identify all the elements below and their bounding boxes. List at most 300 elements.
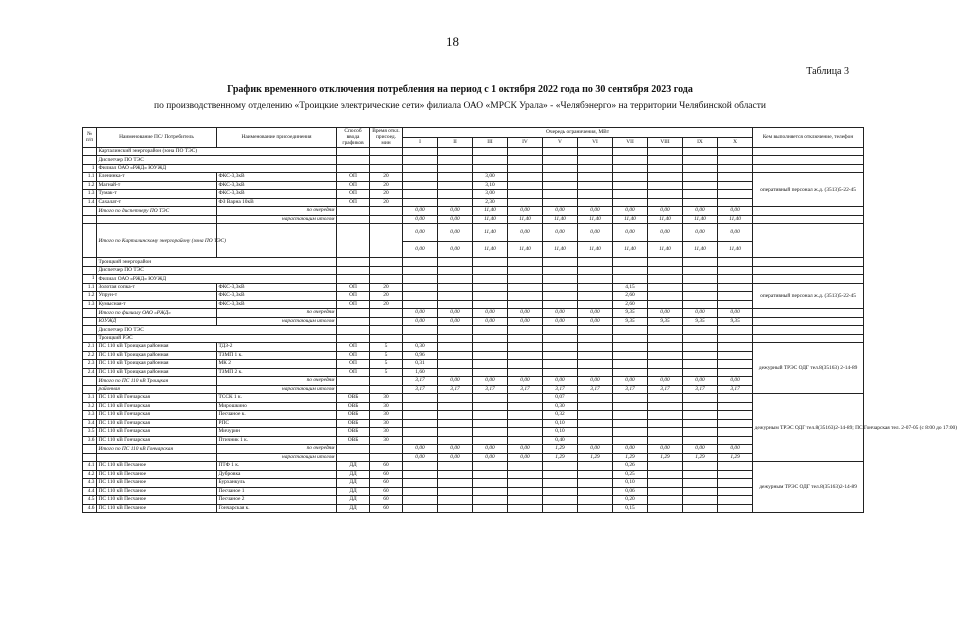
empty-cell [83, 215, 97, 224]
queue-value [543, 181, 578, 190]
queue-value [543, 496, 578, 505]
shutdown-time: 60 [370, 479, 403, 488]
total-value: 0,00 [403, 453, 438, 462]
queue-value: 3,10 [473, 181, 508, 190]
queue-value [403, 487, 438, 496]
empty-cell [508, 266, 543, 275]
header-queue-7: VII [613, 137, 648, 147]
queue-value [648, 292, 683, 301]
empty-cell [543, 156, 578, 165]
empty-cell [403, 147, 438, 156]
total-value: 0,00 [613, 207, 648, 216]
queue-value: 1,60 [403, 368, 438, 377]
queue-value [508, 198, 543, 207]
queue-value: 0,30 [543, 402, 578, 411]
total-value: 9,35 [648, 317, 683, 326]
empty-cell [83, 309, 97, 318]
queue-value [508, 173, 543, 182]
queue-value [718, 181, 753, 190]
queue-value [718, 428, 753, 437]
queue-value [718, 436, 753, 445]
row-number: 4.3 [83, 479, 97, 488]
queue-value [508, 470, 543, 479]
empty-cell [473, 156, 508, 165]
total-label: Итого по ПС 110 кВ Гончарская [97, 445, 217, 454]
empty-cell [473, 164, 508, 173]
total-value: 0,00 [508, 453, 543, 462]
queue-value [578, 394, 613, 403]
total-value: 0,00 [543, 309, 578, 318]
header-queue-3: III [473, 137, 508, 147]
queue-value [648, 496, 683, 505]
queue-value [648, 470, 683, 479]
queue-value [473, 402, 508, 411]
queue-value [403, 181, 438, 190]
total-label [97, 453, 217, 462]
queue-value [613, 394, 648, 403]
queue-value [508, 419, 543, 428]
total-value: 0,00 [473, 377, 508, 386]
connection-name: ФКС-3,3кВ [217, 181, 337, 190]
section-title: Филиал ОАО «РЖД» ЮУЖД [97, 164, 337, 173]
total-value: 0,00 [718, 207, 753, 216]
connection-name: Мичурин [217, 428, 337, 437]
empty-cell [370, 275, 403, 284]
header-num: № п/п [83, 128, 97, 148]
queue-value [473, 470, 508, 479]
queue-value [648, 351, 683, 360]
queue-value [578, 470, 613, 479]
queue-value [508, 496, 543, 505]
queue-value [473, 496, 508, 505]
empty-cell [648, 266, 683, 275]
empty-cell [337, 309, 370, 318]
shutdown-time: 5 [370, 351, 403, 360]
total-value: 0,00 [543, 377, 578, 386]
input-method: ОВБ [337, 411, 370, 420]
queue-value [508, 283, 543, 292]
queue-value [683, 411, 718, 420]
queue-value [473, 411, 508, 420]
empty-cell [83, 317, 97, 326]
queue-value [403, 300, 438, 309]
area-cumulative-value: 0,00 [438, 242, 473, 258]
queue-value [508, 360, 543, 369]
empty-cell [578, 164, 613, 173]
total-value: 0,00 [403, 445, 438, 454]
queue-value [543, 479, 578, 488]
queue-value [578, 300, 613, 309]
queue-value [473, 428, 508, 437]
row-number [83, 147, 97, 156]
empty-cell [337, 334, 370, 343]
total-value: 11,40 [683, 215, 718, 224]
empty-cell [613, 258, 648, 267]
total-value: 0,00 [508, 377, 543, 386]
queue-value [683, 351, 718, 360]
total-value: 3,17 [438, 385, 473, 394]
empty-cell [403, 275, 438, 284]
queue-value [403, 292, 438, 301]
input-method: ОВБ [337, 394, 370, 403]
connection-name: Песчаное к. [217, 411, 337, 420]
queue-value [578, 173, 613, 182]
queue-value [648, 487, 683, 496]
queue-value [683, 436, 718, 445]
row-number: 3.3 [83, 411, 97, 420]
area-cumulative-value: 11,40 [578, 242, 613, 258]
queue-value [508, 300, 543, 309]
shutdown-time: 30 [370, 419, 403, 428]
substation-name: Еленинка-т [97, 173, 217, 182]
header-queue: Очередь ограничения, МВт [403, 128, 753, 138]
section-title: Троицкий РЭС [97, 334, 337, 343]
empty-cell [337, 156, 370, 165]
connection-name: ТЗМП 2 к. [217, 368, 337, 377]
total-value: 1,29 [543, 453, 578, 462]
queue-value [648, 462, 683, 471]
empty-cell [753, 266, 864, 275]
queue-value [683, 283, 718, 292]
total-value: 0,00 [438, 309, 473, 318]
connection-name: Дубровка [217, 470, 337, 479]
row-number: 4.5 [83, 496, 97, 505]
header-time: Время откл. присоед. мин [370, 128, 403, 148]
empty-cell [337, 164, 370, 173]
queue-value [438, 479, 473, 488]
table-row [83, 224, 864, 242]
total-value: 11,40 [473, 215, 508, 224]
empty-cell [753, 224, 864, 258]
empty-cell [753, 326, 864, 335]
queue-value [543, 487, 578, 496]
input-method: ОП [337, 173, 370, 182]
table-row [83, 326, 864, 335]
connection-name: Песчаное 1 [217, 487, 337, 496]
connection-name: ФКС-3,3кВ [217, 283, 337, 292]
area-cumulative-value: 11,40 [613, 242, 648, 258]
empty-cell [613, 164, 648, 173]
queue-value [473, 394, 508, 403]
row-number: 4.4 [83, 487, 97, 496]
queue-value [473, 368, 508, 377]
total-value: 0,00 [578, 377, 613, 386]
substation-name: ПС 110 кВ Песчаное [97, 470, 217, 479]
total-value: 3,17 [683, 385, 718, 394]
row-number: 1 [83, 164, 97, 173]
empty-cell [370, 334, 403, 343]
substation-name: ПС 110 кВ Гончарская [97, 428, 217, 437]
shutdown-time: 30 [370, 402, 403, 411]
queue-value: 0,96 [403, 351, 438, 360]
total-value: 1,29 [613, 453, 648, 462]
total-label: Итого по диспетчеру ПО ТЭС [97, 207, 217, 216]
connection-name: Птичник 1 к. [217, 436, 337, 445]
queue-value [508, 394, 543, 403]
queue-value [648, 368, 683, 377]
empty-cell [83, 377, 97, 386]
area-cumulative-value: 0,00 [403, 242, 438, 258]
empty-cell [718, 266, 753, 275]
substation-name: ПС 110 кВ Троицкая районная [97, 343, 217, 352]
total-value: 1,29 [648, 453, 683, 462]
empty-cell [370, 224, 403, 258]
empty-cell [337, 317, 370, 326]
queue-value [718, 496, 753, 505]
empty-cell [718, 275, 753, 284]
queue-value [613, 411, 648, 420]
input-method: ОВБ [337, 419, 370, 428]
empty-cell [648, 164, 683, 173]
empty-cell [508, 326, 543, 335]
shutdown-time: 60 [370, 487, 403, 496]
row-number [83, 266, 97, 275]
queue-value [508, 351, 543, 360]
table-row [83, 377, 864, 386]
empty-cell [648, 326, 683, 335]
empty-cell [83, 445, 97, 454]
total-type: нарастающим итогом [217, 317, 337, 326]
header-queue-5: V [543, 137, 578, 147]
empty-cell [718, 164, 753, 173]
queue-value [718, 394, 753, 403]
empty-cell [543, 147, 578, 156]
total-value: 11,40 [578, 215, 613, 224]
total-value: 9,35 [613, 317, 648, 326]
shutdown-time: 20 [370, 173, 403, 182]
table-row [83, 343, 864, 352]
queue-value [718, 351, 753, 360]
queue-value: 0,40 [543, 436, 578, 445]
total-type: по очередям [217, 445, 337, 454]
queue-value [718, 504, 753, 513]
table-row [83, 258, 864, 267]
queue-value [683, 300, 718, 309]
shutdown-time: 5 [370, 360, 403, 369]
queue-value [578, 436, 613, 445]
empty-cell [578, 275, 613, 284]
empty-cell [683, 326, 718, 335]
table-row [83, 402, 864, 411]
shutdown-time: 60 [370, 462, 403, 471]
queue-value [438, 368, 473, 377]
queue-value [613, 402, 648, 411]
queue-value [508, 181, 543, 190]
substation-name: Упрун-т [97, 292, 217, 301]
total-label: ЮУЖД [97, 317, 217, 326]
queue-value [613, 428, 648, 437]
queue-value [438, 300, 473, 309]
empty-cell [578, 266, 613, 275]
connection-name: ФЗ Варна 10кВ [217, 198, 337, 207]
queue-value [718, 368, 753, 377]
total-value: 0,00 [473, 309, 508, 318]
queue-value [648, 504, 683, 513]
empty-cell [683, 258, 718, 267]
total-value: 0,00 [578, 445, 613, 454]
empty-cell [648, 258, 683, 267]
total-value: 11,40 [508, 215, 543, 224]
area-total-label: Итого по Карталинскому энергорайону (зона ПО ТЭС) [97, 224, 217, 258]
table-row [83, 394, 864, 403]
total-value: 11,40 [473, 207, 508, 216]
queue-value [543, 351, 578, 360]
queue-value [578, 504, 613, 513]
empty-cell [337, 385, 370, 394]
queue-value [683, 462, 718, 471]
row-number: 3.4 [83, 419, 97, 428]
queue-value: 0,10 [543, 419, 578, 428]
total-value: 9,35 [683, 317, 718, 326]
area-total-value: 0,00 [718, 224, 753, 242]
empty-cell [438, 156, 473, 165]
connection-name: ПТФ 1 к. [217, 462, 337, 471]
empty-cell [370, 377, 403, 386]
total-value: 0,00 [613, 377, 648, 386]
queue-value [718, 360, 753, 369]
empty-cell [337, 326, 370, 335]
empty-cell [648, 147, 683, 156]
section-title: Диспетчер ПО ТЭС [97, 156, 337, 165]
area-total-value: 0,00 [648, 224, 683, 242]
total-value: 3,17 [578, 385, 613, 394]
queue-value [508, 428, 543, 437]
empty-cell [543, 258, 578, 267]
total-value: 0,00 [648, 445, 683, 454]
row-number: 2.4 [83, 368, 97, 377]
queue-value [438, 402, 473, 411]
queue-value [578, 411, 613, 420]
queue-value [473, 351, 508, 360]
empty-cell [370, 317, 403, 326]
shutdown-time: 20 [370, 283, 403, 292]
table-row [83, 266, 864, 275]
queue-value: 2,30 [473, 198, 508, 207]
area-total-value: 0,00 [438, 224, 473, 242]
total-value: 11,40 [648, 215, 683, 224]
queue-value [403, 190, 438, 199]
queue-value [578, 419, 613, 428]
queue-value [438, 198, 473, 207]
empty-cell [683, 275, 718, 284]
substation-name: ПС 110 кВ Троицкая районная [97, 351, 217, 360]
header-substation: Наименование ПС/ Потребитель [97, 128, 217, 148]
queue-value [648, 173, 683, 182]
empty-cell [683, 156, 718, 165]
empty-cell [473, 147, 508, 156]
queue-value [683, 428, 718, 437]
table-body [83, 147, 957, 513]
queue-value [473, 419, 508, 428]
empty-cell [753, 309, 864, 318]
total-value: 0,00 [438, 207, 473, 216]
queue-value: 0,10 [613, 479, 648, 488]
substation-name: Тумак-т [97, 190, 217, 199]
empty-cell [718, 334, 753, 343]
queue-value [648, 394, 683, 403]
queue-value [718, 411, 753, 420]
responsible-contact: дежурный ТРЭС ОДГ тел.8(35163) 2-14-89 [753, 343, 864, 394]
queue-value [683, 292, 718, 301]
empty-cell [370, 453, 403, 462]
queue-value [403, 173, 438, 182]
table-row [83, 496, 864, 505]
area-cumulative-value: 11,40 [473, 242, 508, 258]
queue-value: 0,10 [543, 428, 578, 437]
queue-value [508, 402, 543, 411]
empty-cell [648, 334, 683, 343]
substation-name: Кумысная-т [97, 300, 217, 309]
table-row [83, 181, 864, 190]
total-value: 0,00 [578, 317, 613, 326]
empty-cell [438, 334, 473, 343]
total-value: 0,00 [438, 445, 473, 454]
total-value: 9,35 [718, 317, 753, 326]
shutdown-time: 5 [370, 343, 403, 352]
empty-cell [403, 266, 438, 275]
queue-value [543, 283, 578, 292]
total-value: 0,00 [648, 377, 683, 386]
shutdown-time: 5 [370, 368, 403, 377]
queue-value [578, 402, 613, 411]
queue-value [648, 181, 683, 190]
header-queue-6: VI [578, 137, 613, 147]
empty-cell [403, 258, 438, 267]
shutdown-time: 20 [370, 198, 403, 207]
queue-value [578, 360, 613, 369]
queue-value [613, 173, 648, 182]
queue-value [578, 292, 613, 301]
total-value: 3,17 [403, 385, 438, 394]
input-method: ДД [337, 504, 370, 513]
table-row [83, 360, 864, 369]
empty-cell [438, 275, 473, 284]
table-row [83, 164, 864, 173]
connection-name: ТДЗ-2 [217, 343, 337, 352]
shutdown-schedule-table [82, 127, 957, 513]
empty-cell [753, 215, 864, 224]
total-value: 0,00 [683, 207, 718, 216]
empty-cell [370, 258, 403, 267]
shutdown-time: 30 [370, 394, 403, 403]
queue-value [683, 402, 718, 411]
queue-value [438, 487, 473, 496]
queue-value: 0,32 [543, 411, 578, 420]
table-row [83, 283, 864, 292]
empty-cell [337, 207, 370, 216]
queue-value [683, 504, 718, 513]
queue-value [508, 368, 543, 377]
queue-value [473, 300, 508, 309]
queue-value [613, 190, 648, 199]
total-value: 0,00 [438, 453, 473, 462]
total-type: нарастающим итогом [217, 385, 337, 394]
area-total-value: 0,00 [403, 224, 438, 242]
row-number: 4.6 [83, 504, 97, 513]
shutdown-time: 60 [370, 470, 403, 479]
area-total-value: 0,00 [578, 224, 613, 242]
queue-value [578, 198, 613, 207]
queue-value [438, 394, 473, 403]
empty-cell [403, 334, 438, 343]
queue-value [438, 292, 473, 301]
total-type: по очередям [217, 377, 337, 386]
empty-cell [438, 266, 473, 275]
empty-cell [83, 453, 97, 462]
queue-value [473, 487, 508, 496]
empty-cell [613, 326, 648, 335]
table-row [83, 198, 864, 207]
